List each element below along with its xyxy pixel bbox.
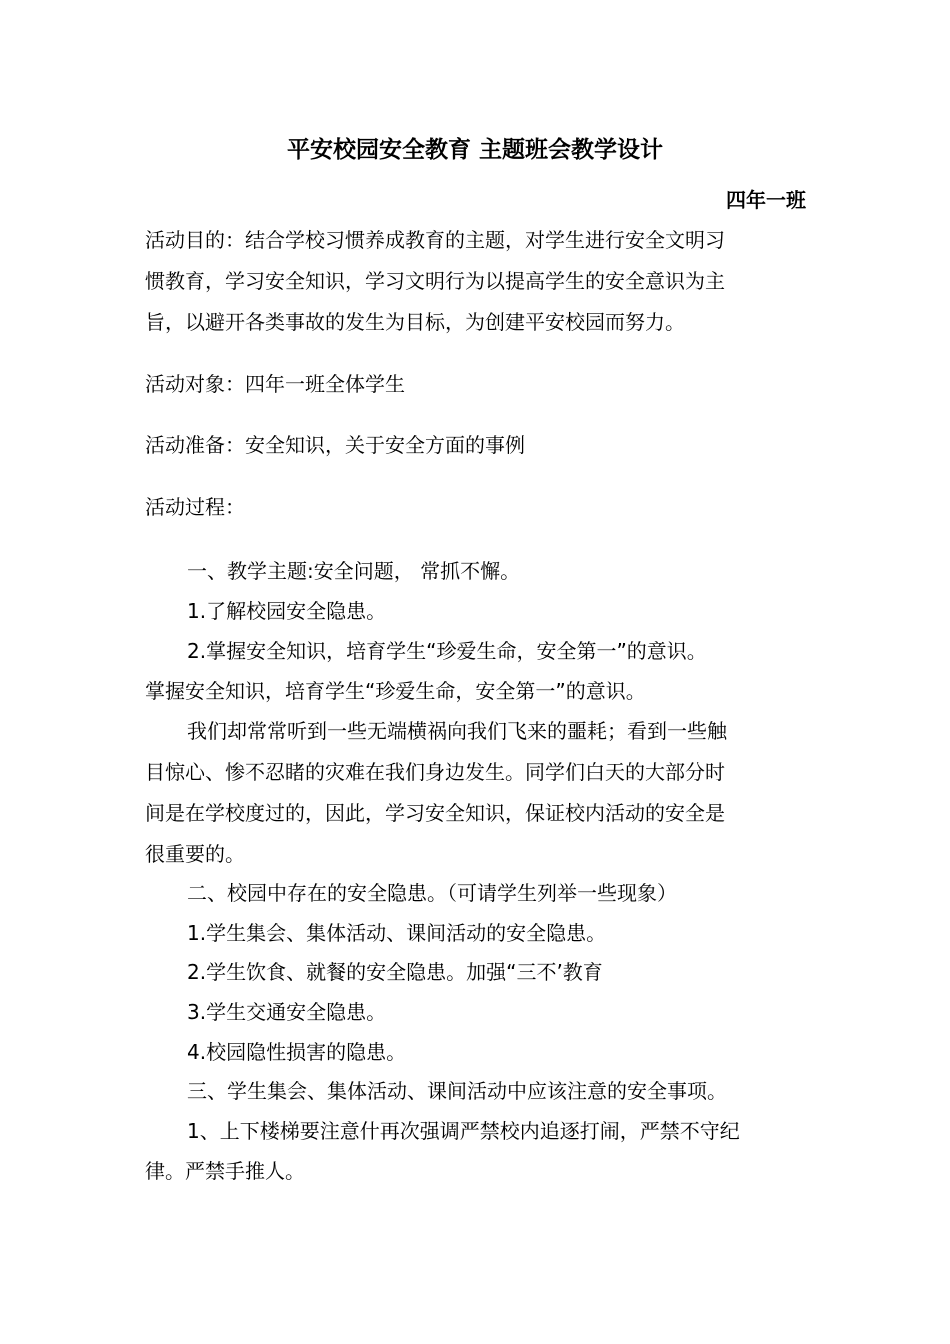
page-title: 平安校园安全教育 主题班会教学设计 bbox=[286, 137, 663, 163]
class-label: 四年一班 bbox=[726, 188, 806, 212]
list-item: 2.学生饮食、就餐的安全隐患。加强“三不’教育 bbox=[187, 960, 603, 984]
section-heading-1: 一、教学主题:安全问题， 常抓不懈。 bbox=[187, 559, 521, 583]
list-item: 1、上下楼梯要注意什再次强调严禁校内追逐打闹，严禁不守纪 bbox=[187, 1119, 740, 1143]
target-line: 活动对象：四年一班全体学生 bbox=[145, 372, 405, 396]
list-item: 1.学生集会、集体活动、课间活动的安全隐患。 bbox=[187, 921, 607, 945]
purpose-line-1: 活动目的：结合学校习惯养成教育的主题，对学生进行安全文明习 bbox=[145, 228, 725, 252]
preparation-line: 活动准备：安全知识，关于安全方面的事例 bbox=[145, 433, 525, 457]
purpose-line-3: 旨，以避开各类事故的发生为目标，为创建平安校园而努力。 bbox=[145, 310, 685, 334]
list-item: 1.了解校园安全隐患。 bbox=[187, 599, 387, 623]
list-item: 3.学生交通安全隐患。 bbox=[187, 1000, 387, 1024]
section-heading-3: 三、学生集会、集体活动、课间活动中应该注意的安全事项。 bbox=[187, 1079, 727, 1103]
process-heading: 活动过程： bbox=[145, 495, 245, 519]
paragraph-line: 间是在学校度过的，因此，学习安全知识，保证校内活动的安全是 bbox=[145, 801, 725, 825]
purpose-line-2: 惯教育，学习安全知识，学习文明行为以提高学生的安全意识为主 bbox=[145, 269, 725, 293]
paragraph-line: 目惊心、惨不忍睹的灾难在我们身边发生。同学们白天的大部分时 bbox=[145, 760, 725, 784]
paragraph-line: 掌握安全知识，培育学生“珍爱生命，安全第一”的意识。 bbox=[145, 679, 646, 703]
paragraph-line: 律。严禁手推人。 bbox=[145, 1159, 305, 1183]
paragraph-line: 我们却常常听到一些无端横祸向我们飞来的噩耗；看到一些触 bbox=[187, 719, 727, 743]
list-item: 4.校园隐性损害的隐患。 bbox=[187, 1040, 407, 1064]
paragraph-line: 很重要的。 bbox=[145, 842, 245, 866]
section-heading-2: 二、校园中存在的安全隐患。（可请学生列举一些现象） bbox=[187, 881, 677, 905]
list-item: 2.掌握安全知识，培育学生“珍爱生命，安全第一”的意识。 bbox=[187, 639, 707, 663]
